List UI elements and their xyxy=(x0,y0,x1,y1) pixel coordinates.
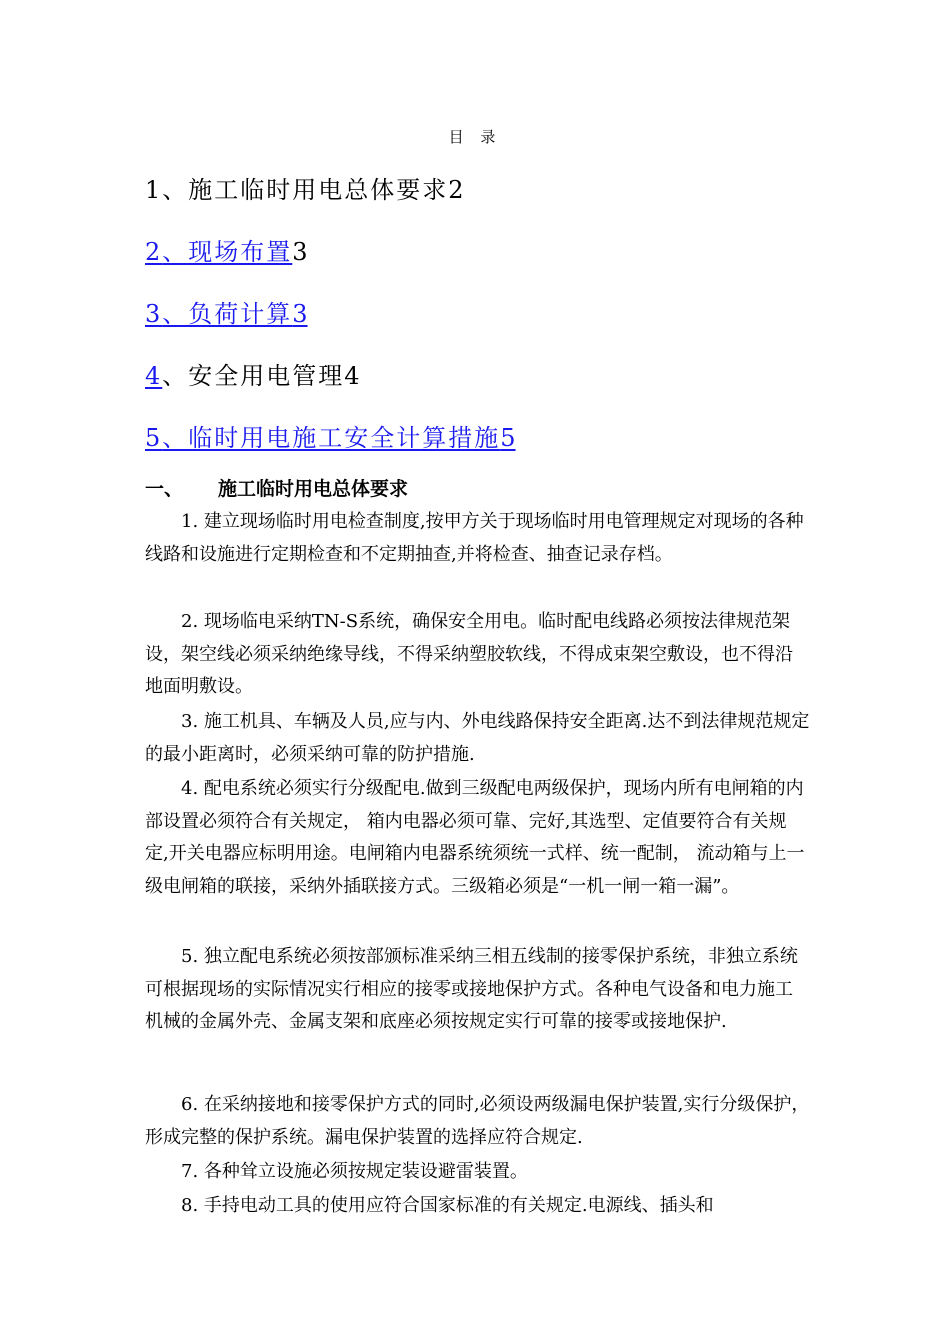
toc-entry-5 xyxy=(145,418,516,453)
paragraph-5: 5. 独立配电系统必须按部颁标准采纳三相五线制的接零保护系统，非独立系统可根据现场的实际情况实行相应的接零或接地保护方式。各种电气设备和电力施工机械的金属外壳、金属支架和底座必须按规定实行可靠的接零或接地保护. xyxy=(145,946,798,1032)
section-title: 施工临时用电总体要求 xyxy=(218,478,409,500)
toc-entry-page: 3 xyxy=(292,238,308,266)
toc-entry-text: 、现场布置 xyxy=(162,238,293,266)
toc-entry-number: 1 xyxy=(145,176,163,204)
toc-entry-text: 、安全用电管理 xyxy=(162,362,345,390)
toc-entry-2 xyxy=(145,232,308,267)
paragraph-4: 4. 配电系统必须实行分级配电.做到三级配电两级保护，现场内所有电闸箱的内部设置必须符合有关规定， 箱内电器必须可靠、完好,其选型、定值要符合有关规定,开关电器应标明用途。电闸箱内电器系统须统一式样、统一配制， 流动箱与上一级电闸箱的联接，采纳外插联接方式。三级箱必须是“一机一闸一箱一漏”。 xyxy=(145,778,805,897)
toc-title: 目 录 xyxy=(448,128,502,146)
section-number: 一、 xyxy=(145,478,184,500)
paragraph-7: 7. 各种耸立设施必须按规定装设避雷装置。 xyxy=(181,1161,528,1182)
toc-entry-text: 、负荷计算 xyxy=(162,300,293,328)
toc-link-2[interactable] xyxy=(145,238,292,266)
toc-entry-3 xyxy=(145,294,308,329)
paragraph-2: 2. 现场临电采纳TN-S系统，确保安全用电。临时配电线路必须按法律规范架设，架空线必须采纳绝缘导线，不得采纳塑胶软线，不得成束架空敷设，也不得沿地面明敷设。 xyxy=(145,611,793,697)
section-heading xyxy=(145,474,408,501)
toc-entry-page: 3 xyxy=(292,300,308,328)
toc-entry-page: 2 xyxy=(448,176,464,204)
toc-link-3[interactable] xyxy=(145,300,308,328)
toc-entry-text: 、施工临时用电总体要求 xyxy=(162,176,449,204)
toc-entry-text: 、临时用电施工安全计算措施 xyxy=(162,424,501,452)
toc-entry-4 xyxy=(145,356,360,391)
paragraph-3: 3. 施工机具、车辆及人员,应与内、外电线路保持安全距离.达不到法律规范规定的最小距离时，必须采纳可靠的防护措施. xyxy=(145,711,810,765)
toc-entry-page: 5 xyxy=(500,424,516,452)
toc-link-4[interactable]: 4 xyxy=(145,362,163,390)
toc-entry-number: 5 xyxy=(145,424,163,452)
toc-entry-number: 2 xyxy=(145,238,163,266)
toc-link-5[interactable] xyxy=(145,424,516,452)
toc-entry-page: 4 xyxy=(344,362,360,390)
paragraph-1: 1. 建立现场临时用电检查制度,按甲方关于现场临时用电管理规定对现场的各种线路和设施进行定期检查和不定期抽查,并将检查、抽查记录存档。 xyxy=(145,511,804,565)
paragraph-6: 6. 在采纳接地和接零保护方式的同时,必须设两级漏电保护装置,实行分级保护，形成完整的保护系统。漏电保护装置的选择应符合规定. xyxy=(145,1094,810,1148)
toc-entry-1[interactable] xyxy=(145,170,464,205)
toc-entry-number: 3 xyxy=(145,300,163,328)
paragraph-8: 8. 手持电动工具的使用应符合国家标准的有关规定.电源线、插头和 xyxy=(181,1195,714,1216)
